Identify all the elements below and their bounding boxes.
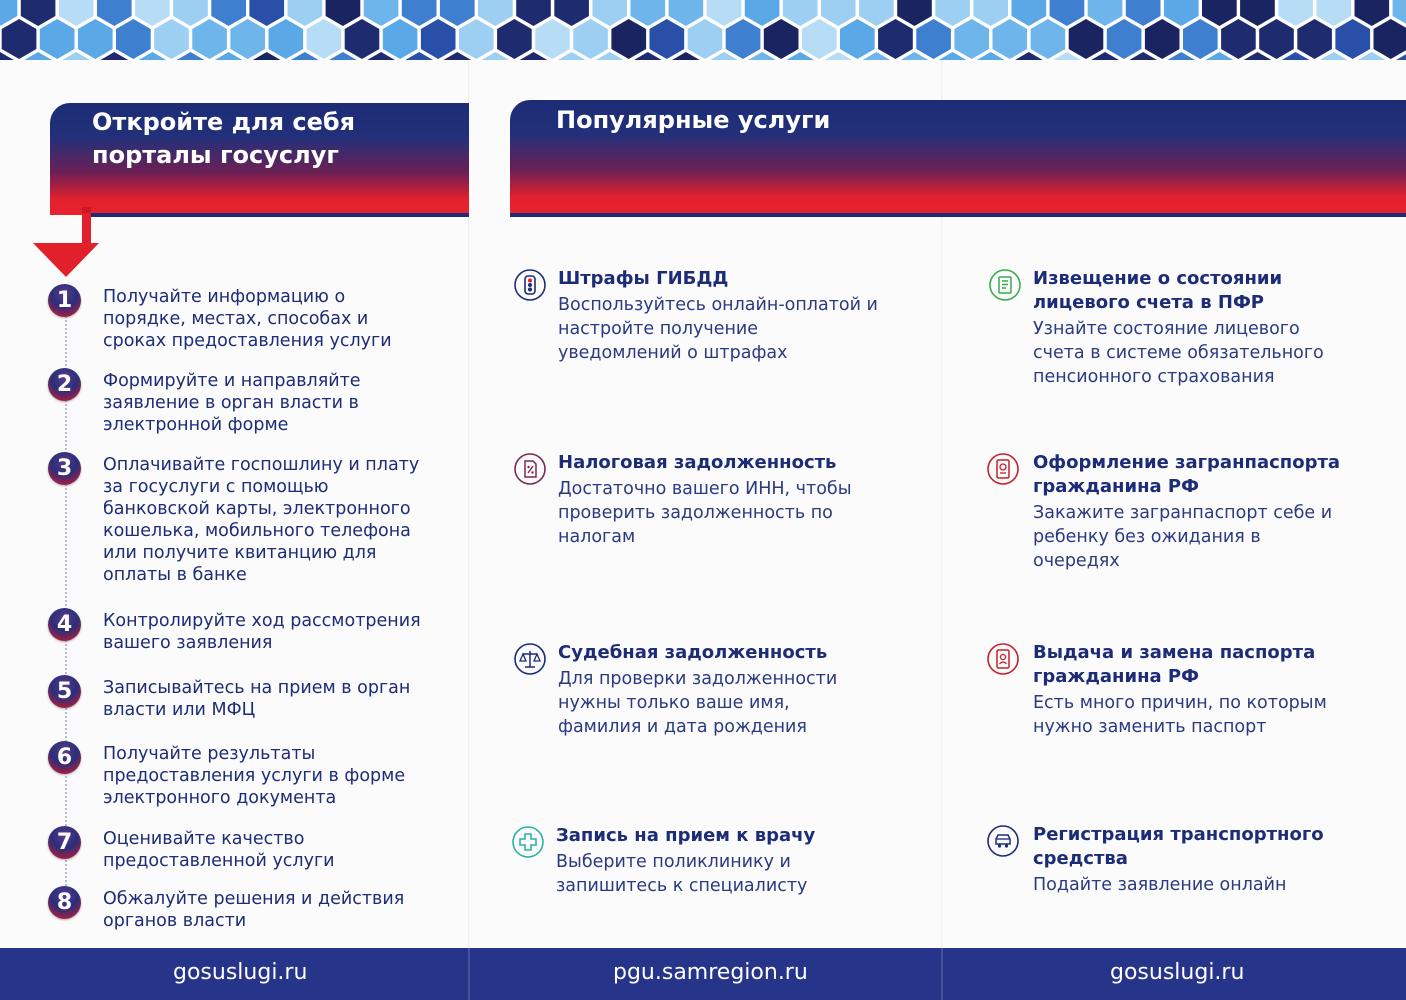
- hexagon-tile: [135, 0, 170, 26]
- hexagon-tile: [364, 0, 399, 26]
- traffic-light-icon: [514, 269, 546, 301]
- medical-cross-icon: [512, 826, 544, 858]
- hexagon-tile: [802, 19, 837, 59]
- right-header-underline: [510, 213, 1406, 217]
- service-description: Для проверки задолженности нужны только ваше имя, фамилия и дата рождения: [558, 669, 838, 737]
- footer-link-center[interactable]: pgu.samregion.ru: [613, 960, 808, 985]
- step-number-badge: 2: [48, 368, 81, 401]
- left-panel-header: [50, 103, 469, 215]
- right-panel-title: Популярные услуги: [556, 106, 831, 134]
- hexagon-tile: [21, 0, 56, 26]
- hexagon-tile: [1012, 0, 1047, 26]
- hexagon-tile: [1126, 0, 1161, 26]
- hexagon-tile: [1240, 0, 1275, 26]
- hexagon-tile: [1069, 19, 1104, 59]
- hexagon-tile: [1145, 19, 1180, 59]
- hexagon-tile: [745, 0, 780, 26]
- passport-icon: [987, 453, 1019, 485]
- footer-bar: [0, 948, 1406, 1000]
- service-description: Выберите поликлинику и запишитесь к специалисту: [556, 852, 808, 896]
- hexagon-tile: [173, 0, 208, 26]
- red-arrow-icon: [33, 207, 101, 279]
- step-number-badge: 4: [48, 608, 81, 641]
- hexagon-tile: [783, 0, 818, 26]
- hexagon-tile: [40, 19, 75, 59]
- service-description: Узнайте состояние лицевого счета в системе обязательного пенсионного страхования: [1033, 319, 1324, 387]
- hexagon-tile: [230, 19, 265, 59]
- hexagon-tile: [1107, 19, 1142, 59]
- hexagon-tile: [631, 0, 666, 26]
- step-number-badge: 7: [48, 826, 81, 859]
- hexagon-tile: [897, 0, 932, 26]
- service-title: Запись на прием к врачу: [556, 825, 816, 846]
- hexagon-tile: [973, 0, 1008, 26]
- step-text: Получайте результаты предоставления услуги в форме электронного документа: [103, 744, 406, 808]
- hexagon-tile: [1316, 0, 1351, 26]
- hexagon-tile: [1050, 0, 1085, 26]
- hexagon-tile: [459, 19, 494, 59]
- hexagon-tile: [954, 19, 989, 59]
- service-description: Закажите загранпаспорт себе и ребенку без ожидания в очередях: [1033, 503, 1333, 571]
- hexagon-tile: [1297, 19, 1332, 59]
- hexagon-tile: [650, 19, 685, 59]
- hexagon-tile: [1031, 19, 1066, 59]
- hexagon-tile: [1202, 0, 1237, 26]
- service-title: Штрафы ГИБДД: [558, 268, 729, 289]
- hexagon-tile: [269, 19, 304, 59]
- hexagon-tile: [440, 0, 475, 26]
- hexagon-tile: [764, 19, 799, 59]
- hexagon-tile: [402, 0, 437, 26]
- service-title: Оформление загранпаспорта гражданина РФ: [1033, 452, 1341, 497]
- hexagon-tile: [1278, 0, 1313, 26]
- vehicle-icon: [987, 825, 1019, 857]
- hexagon-tile: [2, 19, 37, 59]
- hexagon-tile: [669, 0, 704, 26]
- hexagon-tile: [1259, 19, 1294, 59]
- hexagon-tile: [688, 19, 723, 59]
- hexagon-tile: [78, 19, 113, 59]
- step-text: Контролируйте ход рассмотрения вашего заявления: [103, 611, 421, 653]
- service-description: Есть много причин, по которым нужно заменить паспорт: [1033, 693, 1327, 737]
- hexagon-tile: [516, 0, 551, 26]
- tax-document-icon: [514, 453, 546, 485]
- hexagon-tile: [326, 0, 361, 26]
- hexagon-tile: [592, 0, 627, 26]
- left-header-underline: [82, 213, 469, 217]
- service-title: Регистрация транспортного средства: [1033, 824, 1324, 869]
- scales-icon: [514, 643, 546, 675]
- step-number-badge: 6: [48, 741, 81, 774]
- hexagon-tile: [478, 0, 513, 26]
- step-number-badge: 8: [48, 886, 81, 919]
- hexagon-tile: [1221, 19, 1256, 59]
- hexagon-tile: [249, 0, 284, 26]
- footer-fold-left: [468, 948, 470, 1000]
- footer-link-right[interactable]: gosuslugi.ru: [1110, 960, 1245, 985]
- hexagon-tile: [288, 0, 323, 26]
- hexagon-tile: [726, 19, 761, 59]
- step-text: Обжалуйте решения и действия органов власти: [103, 889, 405, 931]
- right-panel-header: [510, 100, 1406, 213]
- service-title: Налоговая задолженность: [558, 452, 837, 473]
- step-text: Формируйте и направляйте заявление в орган власти в электронной форме: [103, 371, 361, 435]
- hexagon-tile: [116, 19, 151, 59]
- step-text: Записывайтесь на прием в орган власти или МФЦ: [103, 678, 411, 720]
- hexagon-tile: [421, 19, 456, 59]
- step-number-badge: 5: [48, 675, 81, 708]
- footer-link-left[interactable]: gosuslugi.ru: [173, 960, 308, 985]
- step-number-badge: 3: [48, 452, 81, 485]
- hexagon-pattern-band: [0, 0, 1406, 60]
- hexagon-tile: [211, 0, 246, 26]
- hexagon-tile: [993, 19, 1028, 59]
- hexagon-tile: [154, 19, 189, 59]
- step-text: Получайте информацию о порядке, местах, способах и сроках предоставления услуги: [103, 287, 392, 351]
- left-panel-title: Откройте для себя порталы госуслуг: [92, 108, 356, 169]
- hexagon-tile: [59, 0, 94, 26]
- service-title: Выдача и замена паспорта гражданина РФ: [1033, 642, 1316, 687]
- hexagon-tile: [859, 0, 894, 26]
- step-text: Оценивайте качество предоставленной услуги: [103, 829, 335, 871]
- hexagon-tile: [611, 19, 646, 59]
- step-number-badge: 1: [48, 284, 81, 317]
- hexagon-tile: [535, 19, 570, 59]
- hexagon-tile: [1183, 19, 1218, 59]
- hexagon-tile: [707, 0, 742, 26]
- footer-fold-right: [941, 948, 943, 1000]
- hexagon-tile: [916, 19, 951, 59]
- hexagon-tile: [840, 19, 875, 59]
- hexagon-tile: [554, 0, 589, 26]
- service-description: Подайте заявление онлайн: [1033, 875, 1287, 895]
- hexagon-tile: [497, 19, 532, 59]
- hexagon-tile: [307, 19, 342, 59]
- service-title: Судебная задолженность: [558, 642, 828, 663]
- hexagon-tile: [821, 0, 856, 26]
- step-text: Оплачивайте госпошлину и плату за госуслуги с помощью банковской карты, электронного кошелька, мобильного телефона или получите квитанцию для оплаты в банке: [103, 455, 420, 585]
- hexagon-tile: [1355, 0, 1390, 26]
- hexagon-tile: [192, 19, 227, 59]
- hexagon-tile: [1374, 19, 1406, 59]
- hexagon-tile: [383, 19, 418, 59]
- hexagon-tile: [1088, 0, 1123, 26]
- hexagon-tile: [573, 19, 608, 59]
- hexagon-tile: [1164, 0, 1199, 26]
- service-description: Воспользуйтесь онлайн-оплатой и настройте получение уведомлений о штрафах: [558, 295, 878, 363]
- hexagon-tile: [97, 0, 132, 26]
- service-description: Достаточно вашего ИНН, чтобы проверить задолженность по налогам: [558, 479, 852, 547]
- hexagon-tile: [878, 19, 913, 59]
- hexagon-tile: [1335, 19, 1370, 59]
- hexagon-tile: [345, 19, 380, 59]
- hexagon-tile: [935, 0, 970, 26]
- id-card-icon: [987, 643, 1019, 675]
- pension-document-icon: [989, 269, 1021, 301]
- service-title: Извещение о состоянии лицевого счета в ПФР: [1033, 268, 1283, 313]
